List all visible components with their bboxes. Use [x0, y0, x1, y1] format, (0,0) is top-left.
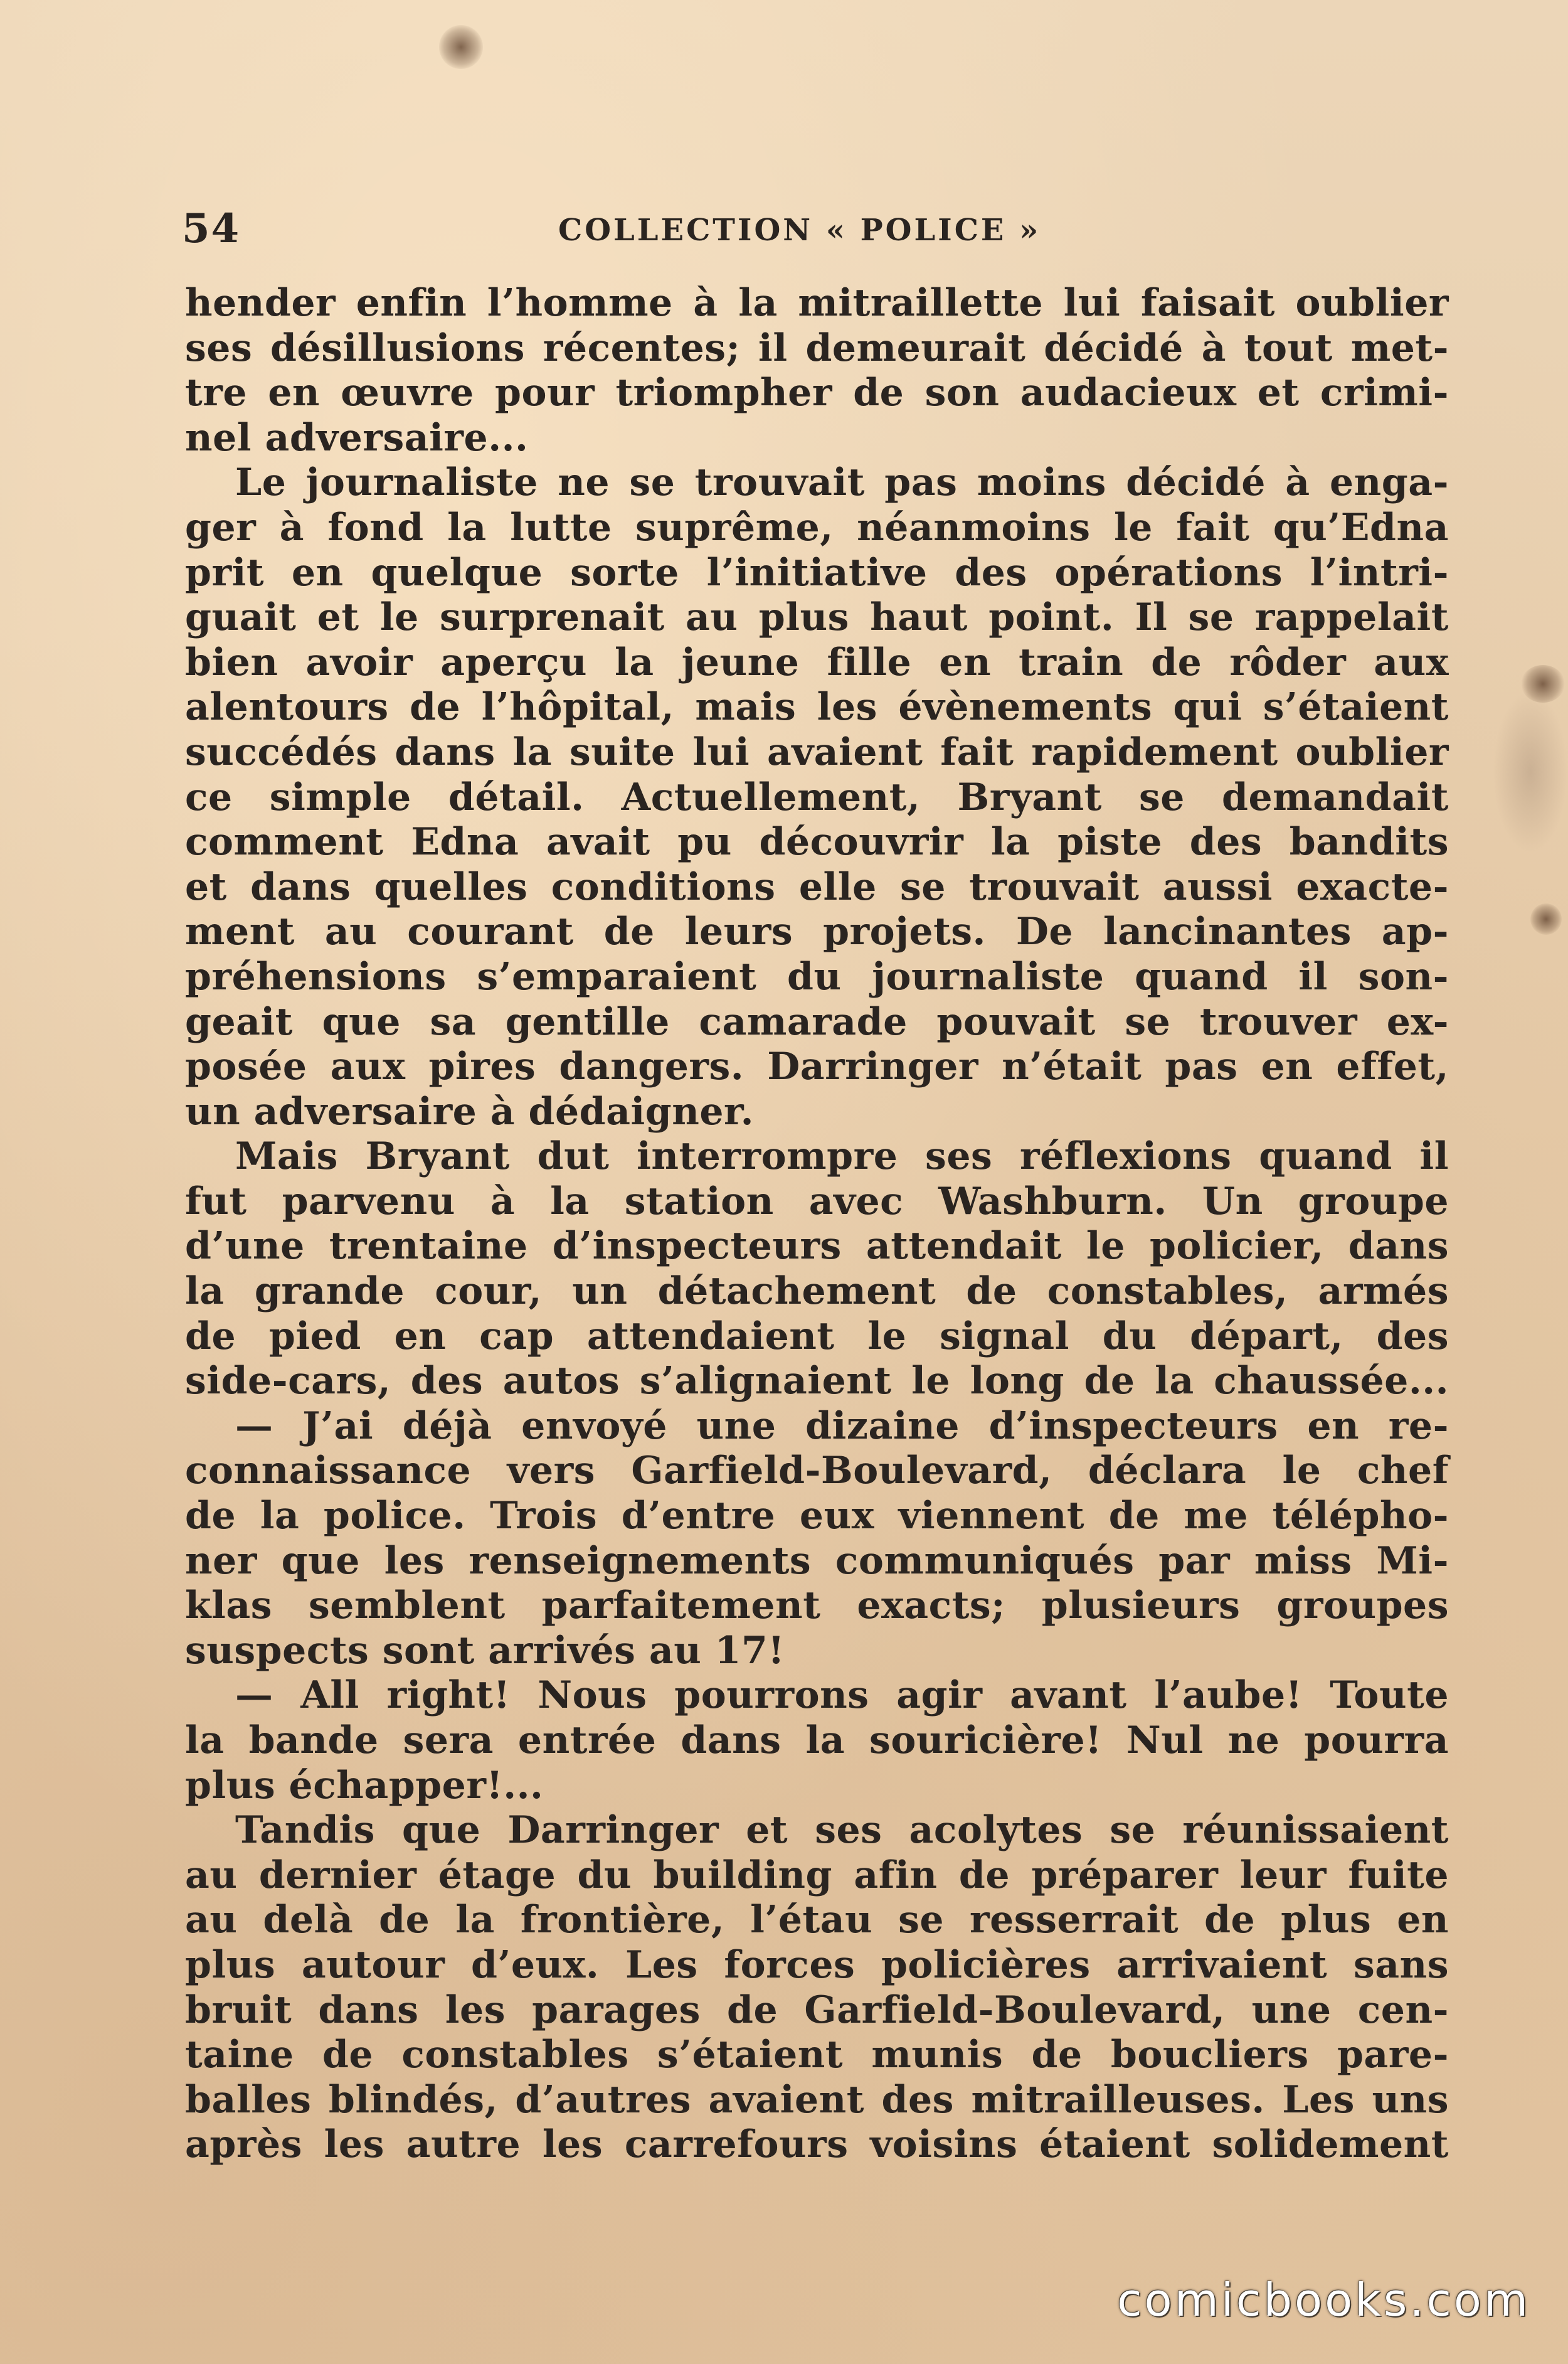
text-line: plus autour d’eux. Les forces policières arrivaient sans: [185, 1942, 1449, 1987]
text-line: nel adversaire...: [185, 415, 529, 460]
paper-stain: [1493, 690, 1568, 853]
text-line: — J’ai déjà envoyé une dizaine d’inspecteurs en re-: [235, 1403, 1449, 1448]
text-line: geait que sa gentille camarade pouvait se trouver ex-: [185, 999, 1449, 1044]
text-line: prit en quelque sorte l’initiative des opérations l’intri-: [185, 550, 1449, 595]
text-line: plus échapper!...: [185, 1763, 544, 1808]
text-line: la bande sera entrée dans la souricière! Nul ne pourra: [185, 1718, 1449, 1762]
text-line: ce simple détail. Actuellement, Bryant se demandait: [185, 775, 1449, 819]
text-line: Le journaliste ne se trouvait pas moins décidé à enga-: [235, 461, 1449, 505]
text-line: d’une trentaine d’inspecteurs attendait le policier, dans: [185, 1224, 1449, 1269]
text-line: un adversaire à dédaigner.: [185, 1089, 754, 1134]
text-line: après les autre les carrefours voisins étaient solidement: [185, 2122, 1449, 2167]
text-line: fut parvenu à la station avec Washburn. Un groupe: [185, 1179, 1449, 1223]
text-line: klas semblent parfaitement exacts; plusieurs groupes: [185, 1584, 1449, 1628]
text-line: tre en œuvre pour triompher de son audacieux et crimi-: [185, 371, 1449, 415]
body-text: [185, 281, 1449, 2168]
text-line: au dernier étage du building afin de préparer leur fuite: [185, 1853, 1449, 1897]
text-line: taine de constables s’étaient munis de boucliers pare-: [185, 2033, 1449, 2077]
text-line: Tandis que Darringer et ses acolytes se réunissaient: [235, 1808, 1449, 1853]
text-line: de la police. Trois d’entre eux viennent de me télépho-: [185, 1494, 1449, 1538]
text-line: balles blindés, d’autres avaient des mitrailleuses. Les uns: [185, 2077, 1449, 2122]
watermark: comicbooks.com: [1116, 2274, 1530, 2326]
text-line: connaissance vers Garfield-Boulevard, déclara le chef: [185, 1449, 1449, 1493]
text-line: ger à fond la lutte suprême, néanmoins le fait qu’Edna: [185, 505, 1449, 550]
text-line: Mais Bryant dut interrompre ses réflexions quand il: [235, 1134, 1449, 1179]
text-line: suspects sont arrivés au 17!: [185, 1628, 785, 1673]
text-line: posée aux pires dangers. Darringer n’était pas en effet,: [185, 1045, 1449, 1089]
text-line: ses désillusions récentes; il demeurait décidé à tout met-: [185, 326, 1449, 370]
text-line: — All right! Nous pourrons agir avant l’aube! Toute: [235, 1673, 1449, 1718]
text-line: ment au courant de leurs projets. De lancinantes ap-: [185, 910, 1449, 954]
text-line: succédés dans la suite lui avaient fait rapidement oublier: [185, 730, 1449, 774]
page-number: 54: [182, 205, 241, 252]
text-line: bruit dans les parages de Garfield-Boulevard, une cen-: [185, 1988, 1449, 2032]
text-line: préhensions s’emparaient du journaliste quand il son-: [185, 954, 1449, 999]
text-line: la grande cour, un détachement de constables, armés: [185, 1269, 1449, 1314]
collection-title: COLLECTION « POLICE »: [558, 213, 1041, 248]
text-line: au delà de la frontière, l’étau se resserrait de plus en: [185, 1898, 1449, 1942]
text-line: ner que les renseignements communiqués par miss Mi-: [185, 1538, 1449, 1583]
text-line: guait et le surprenait au plus haut point. Il se rappelait: [185, 595, 1449, 640]
paper-spot: [1530, 903, 1562, 935]
text-line: alentours de l’hôpital, mais les évènements qui s’étaient: [185, 685, 1449, 730]
text-line: de pied en cap attendaient le signal du départ, des: [185, 1314, 1449, 1358]
paper-spot: [439, 25, 483, 69]
text-line: side-cars, des autos s’alignaient le long de la chaussée...: [185, 1359, 1449, 1403]
text-line: hender enfin l’homme à la mitraillette lui faisait oublier: [185, 281, 1449, 325]
running-head: [182, 201, 1449, 257]
text-line: bien avoir aperçu la jeune fille en train de rôder aux: [185, 640, 1449, 684]
text-line: et dans quelles conditions elle se trouvait aussi exacte-: [185, 865, 1449, 909]
text-line: comment Edna avait pu découvrir la piste des bandits: [185, 820, 1449, 865]
